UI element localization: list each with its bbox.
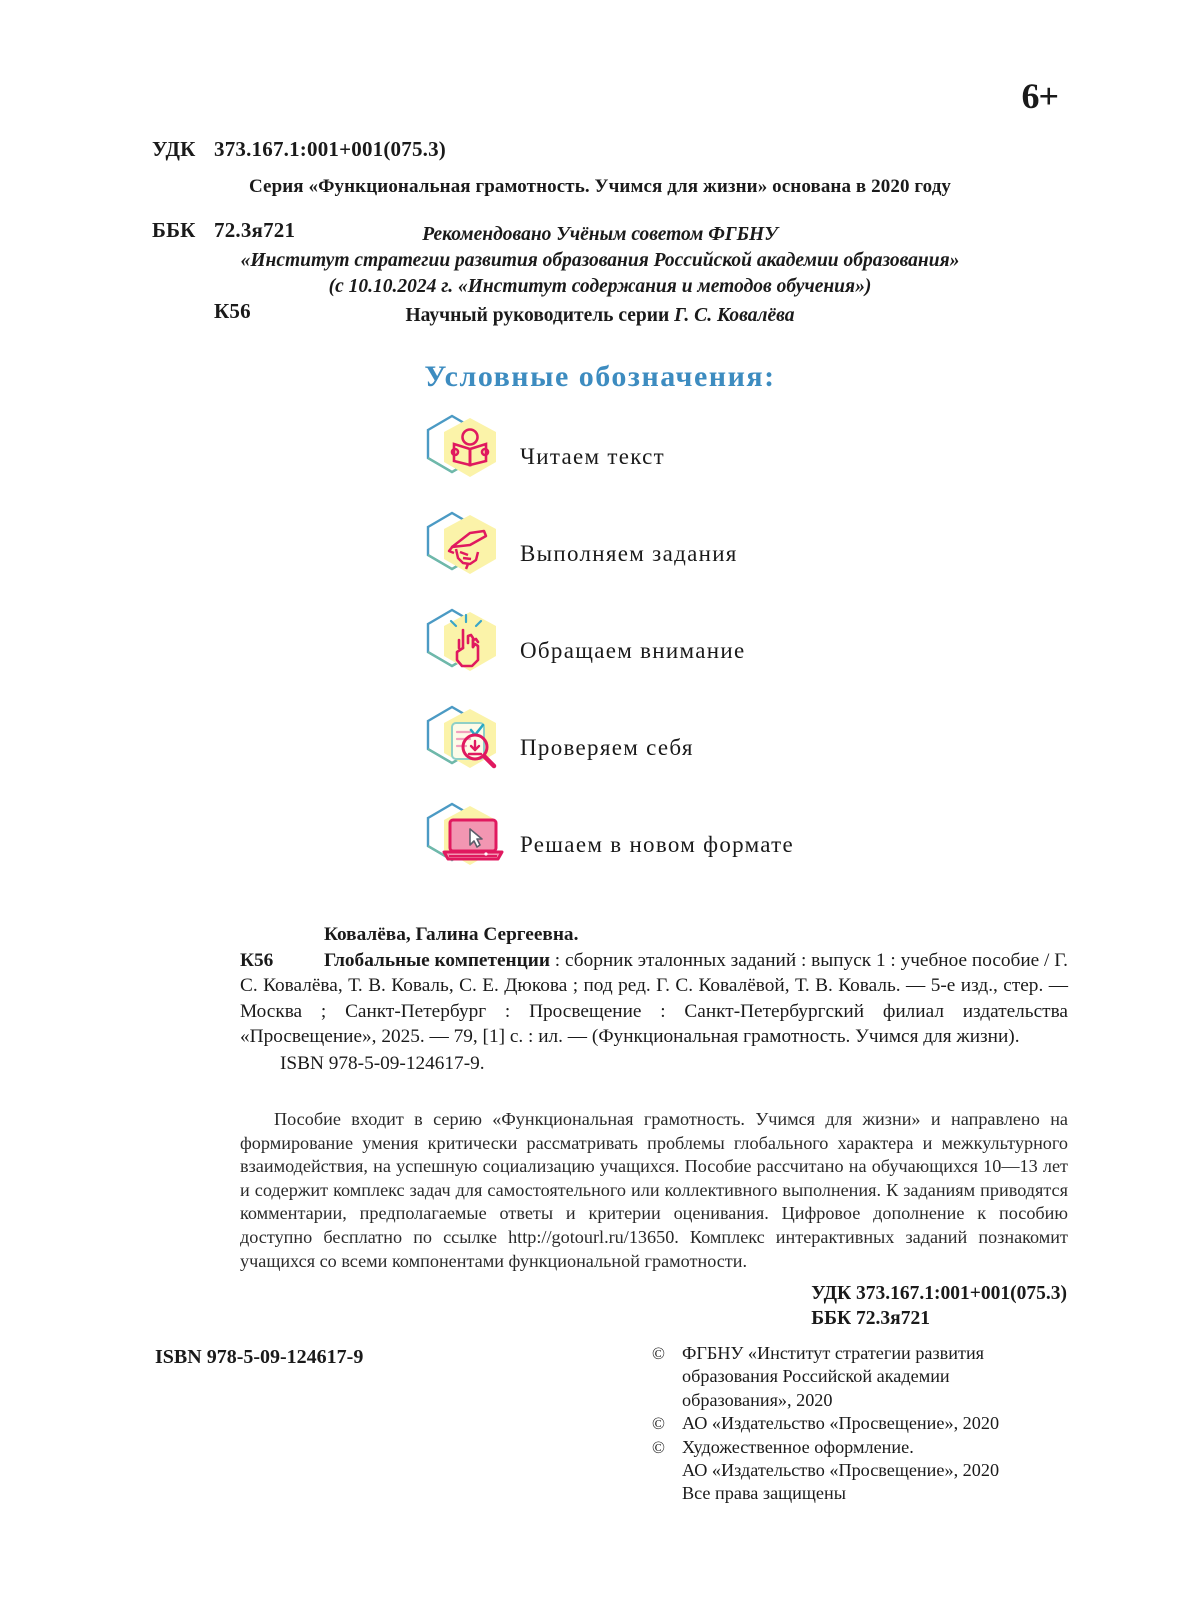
cutter-number: К56	[214, 299, 251, 323]
recommendation-line-1: Рекомендовано Учёным советом ФГБНУ	[422, 224, 778, 245]
copyright-icon: ©	[652, 1414, 665, 1434]
copyright-line: ФГБНУ «Институт стратегии развития	[682, 1343, 985, 1363]
biblio-author: Ковалёва, Галина Сергеевна.	[324, 924, 579, 945]
legend-title: Условные обозначения:	[424, 360, 776, 393]
legend-item-reading	[408, 408, 794, 505]
udk-label: УДК	[152, 137, 196, 161]
udk-row	[152, 136, 446, 163]
bbk-repeat-value: ББК 72.3я721	[811, 1308, 930, 1329]
series-line: Серия «Функциональная грамотность. Учимся для жизни» основана в 2020 году	[248, 176, 952, 197]
checklist-magnifier-icon	[408, 699, 512, 796]
legend-label: Выполняем задания	[520, 540, 738, 566]
copyright-line: образования Российской академии	[682, 1366, 950, 1387]
biblio-cutter: К56	[240, 949, 274, 971]
age-rating-badge: 6+	[1021, 76, 1058, 116]
scientific-supervisor	[0, 305, 1200, 327]
copyright-line: Художественное оформление.	[682, 1436, 914, 1457]
pointing-hand-icon	[408, 602, 512, 699]
legend-item-selfcheck	[408, 699, 794, 796]
supervisor-name: Г. С. Ковалёва	[674, 305, 795, 326]
legend-list	[408, 408, 794, 893]
bbk-value: 72.3я721	[214, 218, 296, 242]
supervisor-prefix: Научный руководитель серии	[405, 305, 675, 326]
classification-codes-repeat	[811, 1281, 1067, 1331]
bibliographic-record	[240, 922, 1068, 1077]
biblio-catalog-entry	[240, 948, 1068, 1077]
laptop-cursor-icon	[408, 796, 512, 893]
bbk-label: ББК	[152, 218, 196, 242]
legend-item-attention	[408, 602, 794, 699]
copyright-block	[652, 1342, 1072, 1506]
recommendation-line-2: «Институт стратегии развития образования Российской академии образования»	[240, 250, 960, 271]
biblio-isbn: ISBN 978-5-09-124617-9.	[280, 1052, 485, 1074]
legend-label: Проверяем себя	[520, 734, 694, 760]
annotation-paragraph: Пособие входит в серию «Функциональная грамотность. Учимся для жизни» и направлено на формирование умения критически рассматривать проблемы глобального характера и межкультурного взаимодействия, на успешную социализацию учащихся. Пособие рассчитано на обучающихся 10—13 лет и содержит комплекс задач для самостоятельного или коллективного выполнения. К заданиям приводятся комментарии, предполагаемые ответы и критерии оценивания. Цифровое дополнение к пособию доступно бесплатно по ссылке http://gotourl.ru/13650. Комплекс интерактивных заданий познакомит учащихся со всеми компонентами функциональной грамотности.	[240, 1109, 1068, 1271]
copyright-line: АО «Издательство «Просвещение», 2020	[682, 1460, 1000, 1481]
legend-label: Обращаем внимание	[520, 637, 746, 663]
biblio-description	[240, 948, 1068, 1050]
recommendation-line-3: (с 10.10.2024 г. «Институт содержания и методов обучения»)	[328, 276, 872, 297]
copyright-line: Все права защищены	[682, 1483, 846, 1504]
udk-repeat-value: УДК 373.167.1:001+001(075.3)	[811, 1283, 1067, 1304]
copyright-item	[652, 1412, 1072, 1435]
legend-item-newformat	[408, 796, 794, 893]
copyright-item	[652, 1436, 1072, 1506]
recommendation-block	[0, 222, 1200, 300]
legend-item-tasks	[408, 505, 794, 602]
copyright-line: образования», 2020	[682, 1389, 833, 1410]
udk-value: 373.167.1:001+001(075.3)	[214, 137, 446, 161]
biblio-title: Глобальные компетенции	[324, 949, 550, 971]
hand-with-pen-icon	[408, 505, 512, 602]
copyright-icon: ©	[652, 1437, 665, 1457]
copyright-icon: ©	[652, 1344, 665, 1363]
reading-person-icon	[408, 408, 512, 505]
legend-label: Решаем в новом формате	[520, 831, 795, 857]
biblio-details: : сборник эталонных заданий : выпуск 1 : учебное пособие / Г. С. Ковалёва, Т. В. Коваль, С. Е. Дюкова ; под ред. Г. С. Ковалёвой, Т. В. Коваль. — 5-е изд., стер. — Москва ; Санкт-Петербург : Просвещение : Санкт-Петербургский филиал издательства «Просвещение», 2025. — 79, [1] с. : ил. — (Функциональная грамотность. Учимся для жизни).	[240, 949, 1069, 1048]
copyright-item	[652, 1342, 1072, 1412]
legend-label: Читаем текст	[520, 443, 666, 469]
copyright-line: АО «Издательство «Просвещение», 2020	[682, 1413, 1000, 1434]
isbn-bottom: ISBN 978-5-09-124617-9	[155, 1346, 364, 1368]
